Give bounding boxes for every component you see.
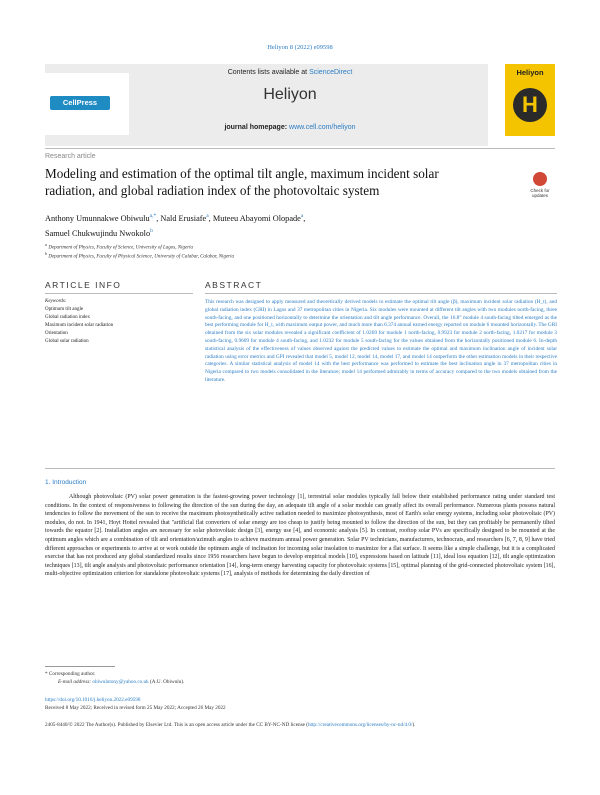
publisher-logo-area <box>45 73 129 135</box>
homepage-link[interactable]: www.cell.com/heliyon <box>289 124 356 131</box>
journal-reference-link[interactable]: Heliyon 8 (2022) e09598 <box>267 44 333 51</box>
introduction-paragraph: Although photovoltaic (PV) solar power generation is the fastest-growing power technology [1], terrestrial solar modules typically fall below their established performance rating under standard test conditions. In the context of responsiveness to following the direction of the sun during the day, an adequate tilt angle of a solar module can greatly affect its overall performance. Numerous plants possess natural tendencies to follow the movement of the sun to receive the maximum photosynthetically active radiation needed to maximize photosynthesis, most of Earth's solar energy systems, including solar photovoltaic (PV) modules, do not. In 1941, Hoyt Hottel revealed that "artificial flat converters of solar energy are too cheap to justify being mounted to follow the direction of the sun, but they can profitably be permanently tilted towards the equator [2]. Installation angles are necessary for solar photovoltaic design [3], energy use [4], and economic analysis [5]. In contrast, rooftop solar PVs are specifically designed to be mounted at the optimum angles which are a combination of tilt and orientation/azimuth angles to achieve maximum annual power generation. Solar PV technicians, manufacturers, technocrats, and researchers [6, 7, 8, 9] have tried different approaches or experiments to arrive at or work outside the optimum angle of inclination for incoming solar insolation to maximize for a flat surface. It seems like a simple challenge, but it is a complicated exercise that has not produced any global standardized results since 1956 researchers have begun to develop empirical models [10], expressions based on latitude [11], ideal loss equation [12], tilt angle optimization techniques [13], tilt angle analysis and photovoltaic performance orientation [14], long-term energy harvesting capacity for photovoltaic systems [15], optimal planning of the grid-connected photovoltaic system [16], multi-objective optimization criterion for standalone photovoltaic systems [17], analysis of methods for determining the daily direction of <box>45 494 555 578</box>
author-name: Nald Erusiafe <box>160 213 207 223</box>
keyword: Maximum incident solar radiation <box>45 323 114 328</box>
abstract-rule <box>205 293 557 294</box>
author-name: Muteeu Abayomi Olopade <box>212 213 301 223</box>
author-affil-mark[interactable]: a <box>206 213 209 219</box>
doi-line <box>45 697 140 703</box>
author-name: Anthony Umunnakwe Obiwulu <box>45 213 150 223</box>
article-info-heading: ARTICLE INFO <box>45 280 122 290</box>
journal-homepage: journal homepage: www.cell.com/heliyon <box>224 124 356 131</box>
footnote-rule <box>45 666 115 667</box>
article-title: Modeling and estimation of the optimal tilt angle, maximum incident solar radiation, and global radiation index of the photovoltaic system <box>45 166 439 198</box>
contents-line: Contents lists available at ScienceDirect <box>227 69 353 76</box>
article-type: Research article <box>45 153 96 160</box>
author-affil-mark[interactable]: b <box>150 227 153 234</box>
abstract-heading: ABSTRACT <box>205 280 263 290</box>
keywords-label: Keywords: <box>45 299 67 304</box>
affiliation: $^b$ Department of Physics, Faculty of Physical Science, University of Calabar, Calabar, Nigeria <box>45 251 234 260</box>
article-info-rule <box>45 293 193 294</box>
keyword: Global solar radiation <box>45 339 89 344</box>
journal-cover <box>505 64 555 136</box>
crossmark-label: Check for updates <box>530 188 550 198</box>
author-name: Samuel Chukwujindu Nwokolo <box>45 228 151 238</box>
author-affil-mark[interactable]: a <box>300 213 304 219</box>
header-divider <box>45 148 555 149</box>
cellpress-logo: CellPress <box>50 96 110 110</box>
license-link[interactable]: http://creativecommons.org/licenses/by-nc-nd/4.0/ <box>307 722 413 728</box>
section-heading-introduction: 1. Introduction <box>45 479 87 486</box>
keyword: Orientation <box>45 331 68 336</box>
journal-reference <box>0 44 600 51</box>
email-note: E-mail address: obiwulutony@yahoo.co.uk (A.U. Obiwulu). <box>58 679 185 685</box>
crossmark-badge[interactable] <box>527 172 553 202</box>
dates-line: Received 8 May 2022; Received in revised form 25 May 2022; Accepted 26 May 2022 <box>45 705 226 711</box>
keyword: Optimum tilt angle <box>45 307 84 312</box>
affiliation: $^a$ Department of Physics, Faculty of Science, University of Lagos, Nigeria <box>45 242 194 251</box>
journal-title: Heliyon <box>263 86 317 103</box>
abstract-bottom-rule <box>45 468 555 469</box>
keyword: Global radiation index <box>45 315 90 320</box>
email-link[interactable]: obiwulutony@yahoo.co.uk <box>92 679 149 685</box>
author-list: Anthony Umunnakwe Obiwulu$^{a,*}$, Nald Erusiafe$^a$, Muteeu Abayomi Olopade$^a$, Samuel Chukwujindu Nwokolo$^b$ <box>45 213 306 238</box>
corresponding-author-note: * Corresponding author. <box>45 671 96 677</box>
cover-h-icon: H <box>513 88 547 122</box>
abstract-text: This research was designed to apply measured and theoretically derived models to estimate the optimal tilt angle (β), maximum incident solar radiation (H_t), and global radiation index (GRI) in Lagos and 37 metropolitan cities in Nigeria. Six modules were mounted at different tilt angles with two modules north-facing, three south-facing, and one positioned horizontally to determine the orientation and tilt angle performance. Overall, the 16.8° module 4 south-facing tilted emerged as the best performing module for H_t, with maximum output power, and much more than 6.374 annual earned energy reported on module 6 mounted horizontally. The GRI obtained from the six solar modules revealed a significant coefficient of 1.0269 for module 1 north-facing, 0.9923 for module 2 north-facing, 1.0217 for module 3 south-facing, 0.9609 for module 4 south-facing, and 1.0232 for module 5 south-facing for the values obtained from the horizontally positioned module 6. In-depth statistical analysis of the effectiveness of values observed against the predicted values to estimate the optimal and maximum inclination angle of incident solar radiation using error metrics and GPI revealed that model 5, model 12, model 14, model 17, and model 14 outperform the other estimation models in their respective categories. A similar statistical analysis of model 14 with the best performance was performed to estimate the best inclination angle in 37 metropolitan cities in Nigeria compared to two models consolidated in the literature; model 14 performed admirably in terms of accuracy compared to the two models obtained from the literature. <box>205 299 557 383</box>
author-affil-mark[interactable]: a,* <box>149 213 157 219</box>
doi-link[interactable]: https://doi.org/10.1016/j.heliyon.2022.e09598 <box>45 697 141 703</box>
crossmark-icon <box>533 172 547 186</box>
license-line: 2405-8440/© 2022 The Author(s). Published by Elsevier Ltd. This is an open access article under the CC BY-NC-ND license (http://creativecommons.org/licenses/by-nc-nd/4.0/). <box>45 722 416 728</box>
sciencedirect-link[interactable]: ScienceDirect <box>309 69 353 76</box>
cover-title: Heliyon <box>516 68 544 77</box>
